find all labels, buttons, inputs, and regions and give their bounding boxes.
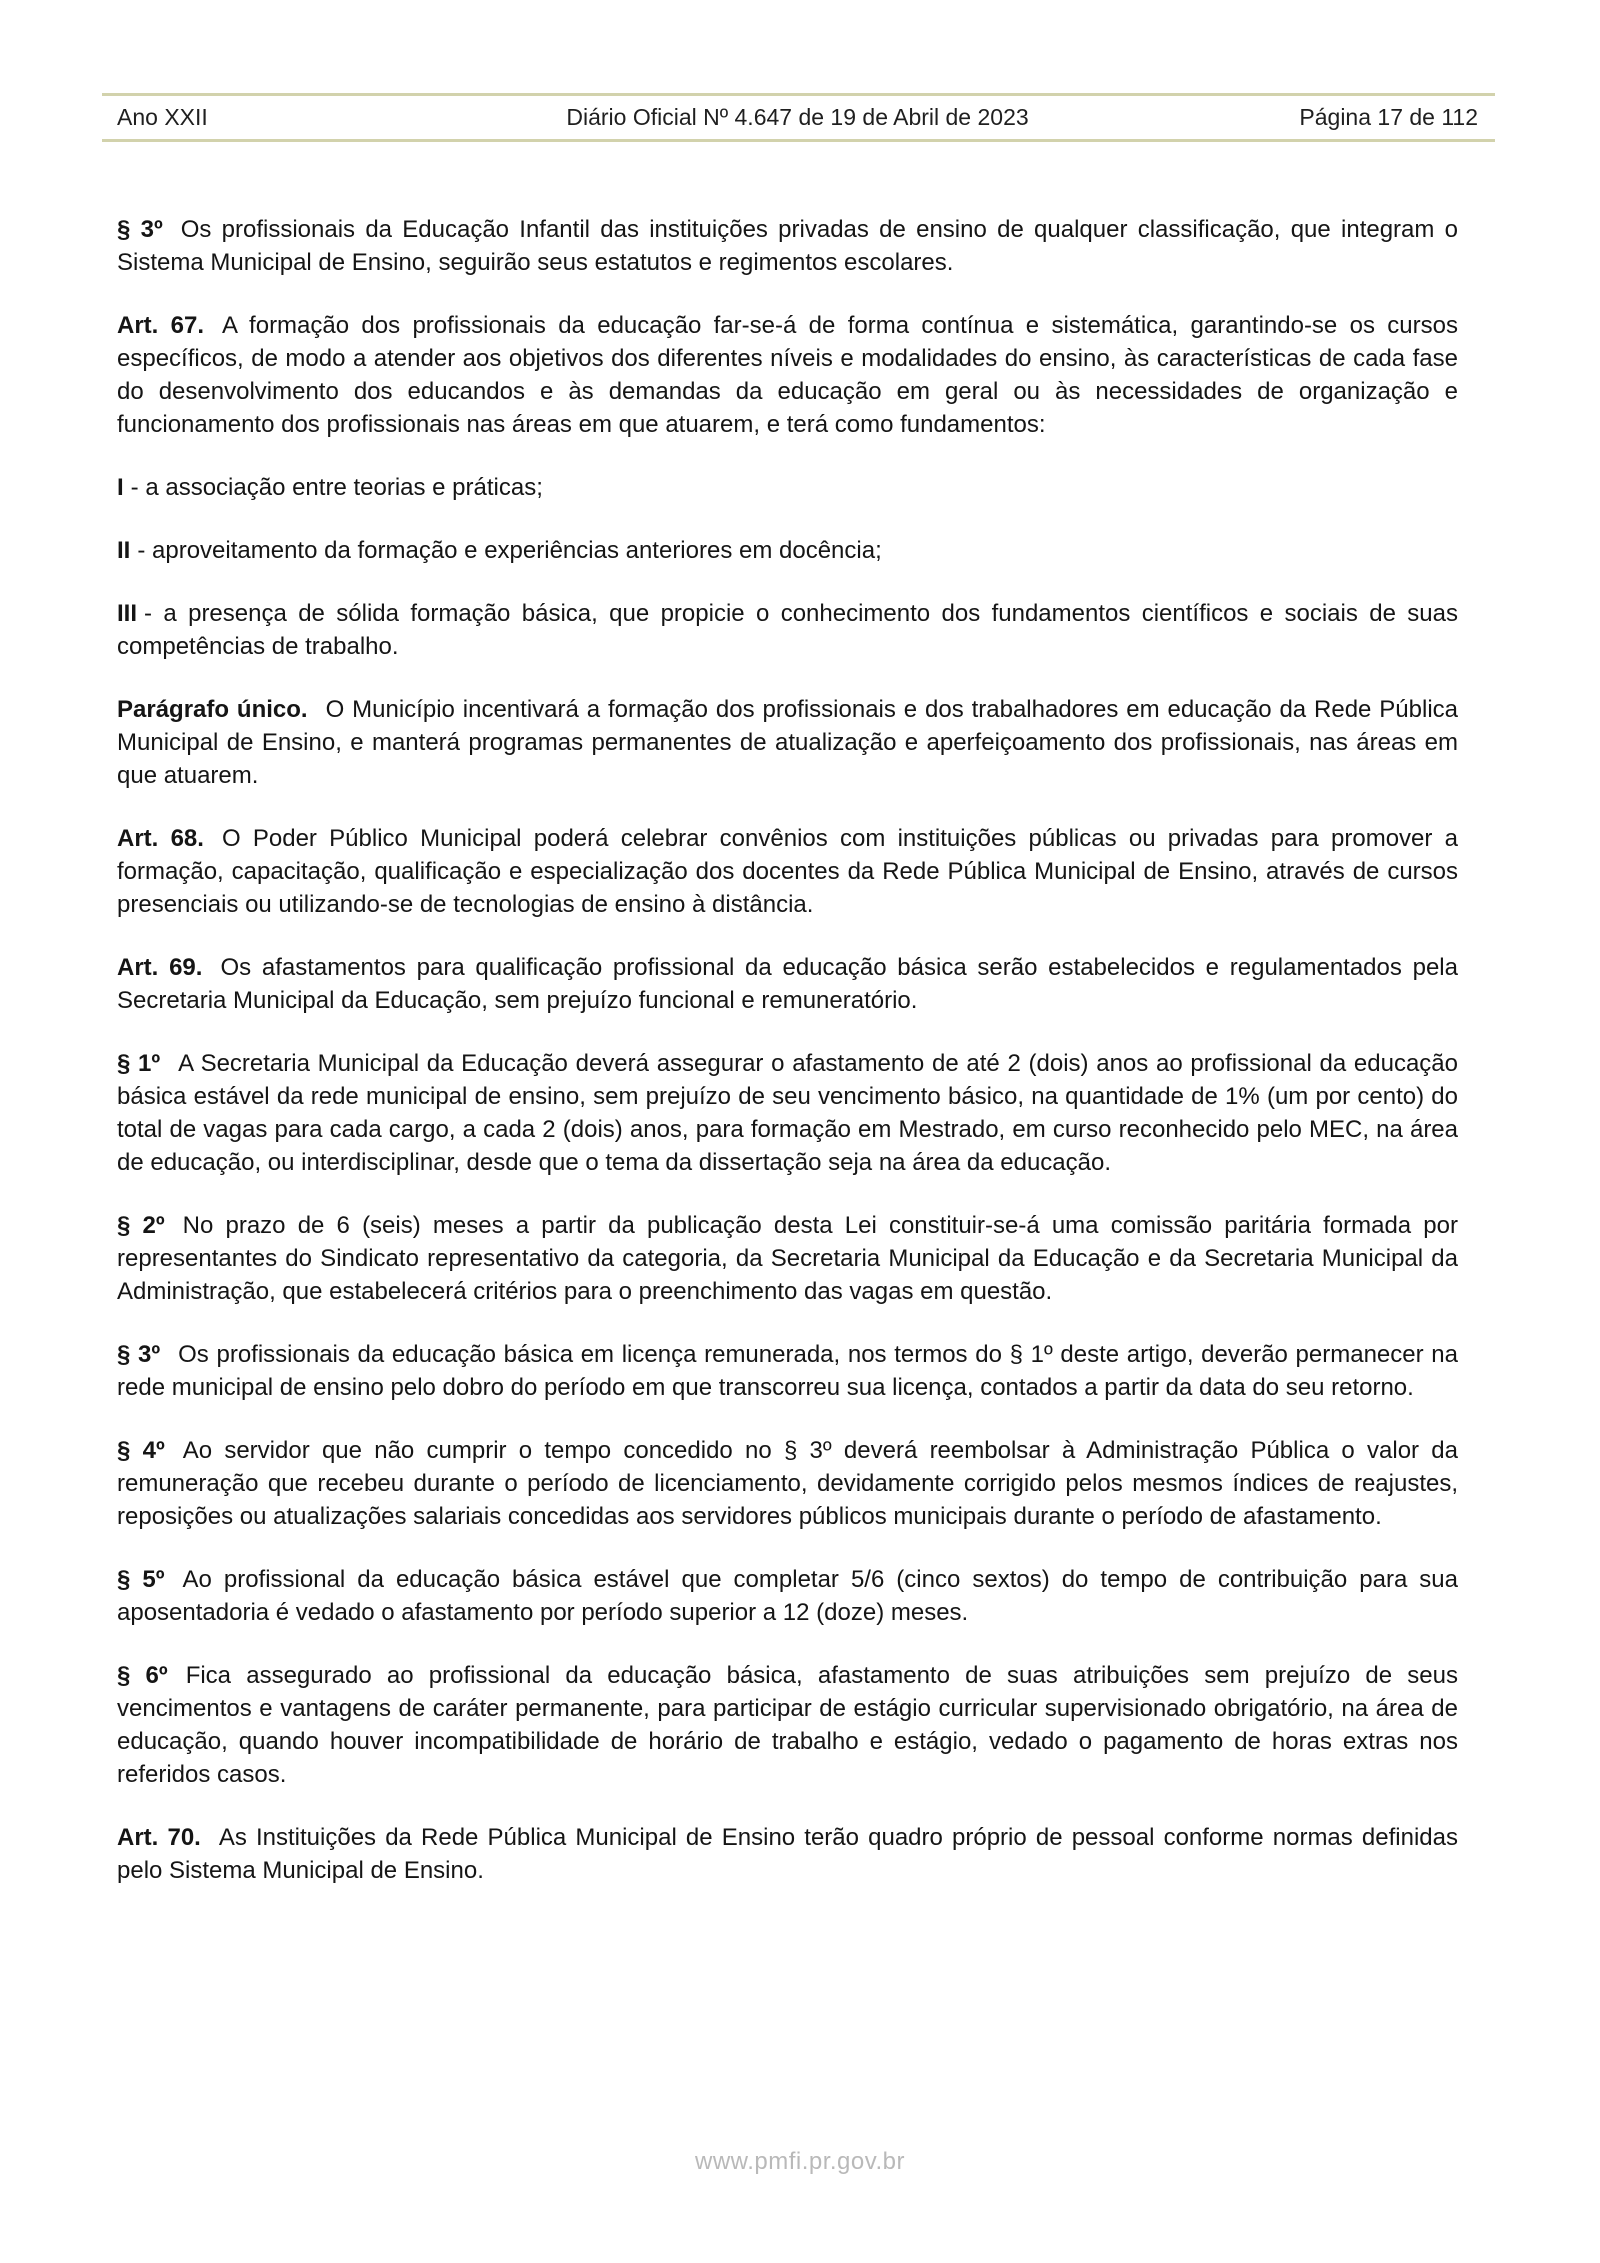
- paragraph-lead-text: II: [117, 537, 131, 564]
- paragraph-lead: [117, 1341, 160, 1368]
- paragraph: [117, 471, 1458, 504]
- ordinal-indicator: º: [151, 1050, 161, 1077]
- paragraph: [117, 951, 1458, 1017]
- paragraph-text: As Instituições da Rede Pública Municipal de Ensino terão quadro próprio de pessoal conforme normas definidas pelo Sistema Municipal de Ensino.: [117, 1824, 1458, 1884]
- paragraph: [117, 693, 1458, 792]
- paragraph-lead-text: § 5: [117, 1566, 156, 1593]
- paragraph-text: A formação dos profissionais da educação far-se-á de forma contínua e sistemática, garantindo-se os cursos específicos, de modo a atender aos objetivos dos diferentes níveis e modalidades do ensino, às características de cada fase do desenvolvimento dos educandos e às demandas da educação em geral ou às necessidades de organização e funcionamento dos profissionais nas áreas em que atuarem, e terá como fundamentos:: [117, 312, 1458, 438]
- paragraph-text: - a associação entre teorias e práticas;: [130, 474, 543, 501]
- paragraph: [117, 213, 1458, 279]
- ordinal-indicator: º: [155, 1437, 165, 1464]
- paragraph-lead-text: Parágrafo único.: [117, 696, 308, 723]
- paragraph-lead-text: § 4: [117, 1437, 156, 1464]
- paragraph-lead-text: Art. 69.: [117, 954, 203, 981]
- paragraph-lead: [117, 1662, 168, 1689]
- page-footer: [0, 2148, 1600, 2176]
- paragraph: [117, 1563, 1458, 1629]
- paragraph: [117, 597, 1458, 663]
- paragraph: [117, 1821, 1458, 1887]
- paragraph-text: Os profissionais da educação básica em licença remunerada, nos termos do § 1º deste artigo, deverão permanecer na rede municipal de ensino pelo dobro do período em que transcorreu sua licença, contados a partir da data do seu retorno.: [117, 1341, 1458, 1401]
- paragraph-lead-text: § 2: [117, 1212, 156, 1239]
- paragraph: [117, 1338, 1458, 1404]
- paragraph: [117, 822, 1458, 921]
- paragraph-text: No prazo de 6 (seis) meses a partir da publicação desta Lei constituir-se-á uma comissão paritária formada por representantes do Sindicato representativo da categoria, da Secretaria Municipal da Educação e da Secretaria Municipal da Administração, que estabelecerá critérios para o preenchimento das vagas em questão.: [117, 1212, 1458, 1305]
- paragraph-lead-text: § 6: [117, 1662, 159, 1689]
- paragraph-lead: [117, 600, 137, 627]
- paragraph-lead-text: Art. 68.: [117, 825, 204, 852]
- page-header: [117, 97, 1478, 137]
- page-indicator: Página 17 de 112: [1299, 103, 1479, 130]
- paragraph-text: - a presença de sólida formação básica, que propicie o conhecimento dos fundamentos científicos e sociais de suas competências de trabalho.: [117, 600, 1458, 660]
- ordinal-indicator: º: [155, 1566, 165, 1593]
- paragraph-lead: [117, 216, 163, 243]
- paragraph-lead: [117, 954, 202, 981]
- paragraph-lead: [117, 1437, 165, 1464]
- paragraph: [117, 1659, 1458, 1791]
- paragraph-lead: [117, 1212, 165, 1239]
- paragraph-text: O Município incentivará a formação dos profissionais e dos trabalhadores em educação da Rede Pública Municipal de Ensino, e manterá programas permanentes de atualização e aperfeiçoamento dos profissionais, nas áreas em que atuarem.: [117, 696, 1459, 789]
- ordinal-indicator: º: [151, 1341, 161, 1368]
- paragraph-lead: [117, 696, 308, 723]
- paragraph-text: - aproveitamento da formação e experiências anteriores em docência;: [137, 537, 882, 564]
- header-rule-top: [102, 93, 1495, 96]
- paragraph-lead: [117, 1050, 160, 1077]
- paragraph-lead-text: I: [117, 474, 124, 501]
- paragraph-lead-text: § 3: [117, 1341, 152, 1368]
- paragraph-lead: [117, 1566, 164, 1593]
- paragraph-lead: [117, 312, 204, 339]
- paragraph-text: A Secretaria Municipal da Educação deverá assegurar o afastamento de até 2 (dois) anos ao profissional da educação básica estável da rede municipal de ensino, sem prejuízo de seu vencimento básico, na quantidade de 1% (um por cento) do total de vagas para cada cargo, a cada 2 (dois) anos, para formação em Mestrado, em curso reconhecido pelo MEC, na área de educação, ou interdisciplinar, desde que o tema da dissertação seja na área da educação.: [117, 1050, 1458, 1176]
- paragraph-lead-text: III: [117, 600, 138, 627]
- paragraph: [117, 1209, 1458, 1308]
- ordinal-indicator: º: [158, 1662, 168, 1689]
- ordinal-indicator: º: [155, 1212, 165, 1239]
- paragraph-lead-text: § 1: [117, 1050, 152, 1077]
- edition-year: Ano XXII: [117, 103, 208, 130]
- gazette-title: Diário Oficial Nº 4.647 de 19 de Abril de 2023: [566, 103, 1029, 130]
- header-rule-bottom: [102, 139, 1495, 142]
- ordinal-indicator: º: [153, 216, 163, 243]
- document-body: [117, 213, 1458, 1887]
- paragraph: [117, 1434, 1458, 1533]
- paragraph-text: Ao profissional da educação básica estável que completar 5/6 (cinco sextos) do tempo de contribuição para sua aposentadoria é vedado o afastamento por período superior a 12 (doze) meses.: [117, 1566, 1458, 1626]
- paragraph-text: O Poder Público Municipal poderá celebrar convênios com instituições públicas ou privadas para promover a formação, capacitação, qualificação e especialização dos docentes da Rede Pública Municipal de Ensino, através de cursos presenciais ou utilizando-se de tecnologias de ensino à distância.: [117, 825, 1458, 918]
- paragraph-lead-text: Art. 67.: [117, 312, 205, 339]
- paragraph-lead: [117, 1824, 201, 1851]
- paragraph-lead-text: § 3: [117, 216, 154, 243]
- paragraph-lead: [117, 537, 130, 564]
- paragraph-lead: [117, 825, 204, 852]
- paragraph-text: Os afastamentos para qualificação profissional da educação básica serão estabelecidos e regulamentados pela Secretaria Municipal da Educação, sem prejuízo funcional e remuneratório.: [117, 954, 1458, 1014]
- paragraph: [117, 534, 1458, 567]
- paragraph-text: Fica assegurado ao profissional da educação básica, afastamento de suas atribuições sem prejuízo de seus vencimentos e vantagens de caráter permanente, para participar de estágio curricular supervisionado obrigatório, na área de educação, quando houver incompatibilidade de horário de trabalho e estágio, vedado o pagamento de horas extras nos referidos casos.: [117, 1662, 1458, 1788]
- website-url: www.pmfi.pr.gov.br: [695, 2148, 905, 2175]
- paragraph: [117, 1047, 1458, 1179]
- paragraph: [117, 309, 1458, 441]
- paragraph-lead-text: Art. 70.: [117, 1824, 201, 1851]
- paragraph-lead: [117, 474, 124, 501]
- paragraph-text: Ao servidor que não cumprir o tempo concedido no § 3º deverá reembolsar à Administração Pública o valor da remuneração que recebeu durante o período de licenciamento, devidamente corrigido pelos mesmos índices de reajustes, reposições ou atualizações salariais concedidas aos servidores públicos municipais durante o período de afastamento.: [117, 1437, 1458, 1530]
- paragraph-text: Os profissionais da Educação Infantil das instituições privadas de ensino de qualquer classificação, que integram o Sistema Municipal de Ensino, seguirão seus estatutos e regimentos escolares.: [117, 216, 1458, 276]
